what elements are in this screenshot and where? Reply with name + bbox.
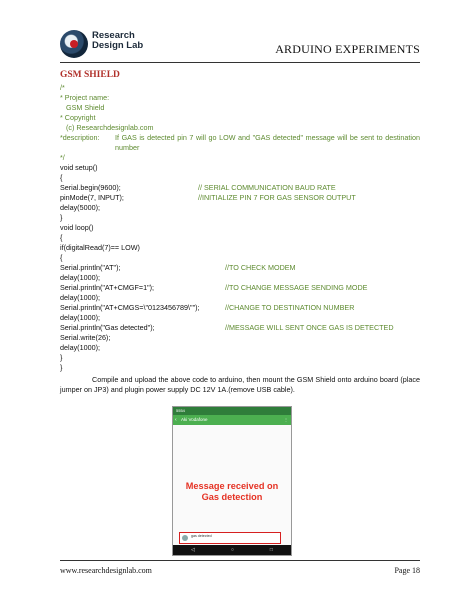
code-comment: //TO CHECK MODEM bbox=[225, 263, 296, 272]
code-text: Serial.println("AT"); bbox=[60, 263, 121, 272]
recents-nav-icon: □ bbox=[269, 547, 273, 553]
code-line bbox=[60, 263, 420, 273]
code-comment: //TO CHANGE MESSAGE SENDING MODE bbox=[225, 283, 368, 292]
code-line: delay(1000); bbox=[60, 313, 100, 322]
description-text: If GAS is detected pin 7 will go LOW and "GAS detected" message will be sent to destination number bbox=[115, 133, 420, 152]
header-title: ARDUINO EXPERIMENTS bbox=[275, 42, 420, 56]
code-comment: //MESSAGE WILL SENT ONCE GAS IS DETECTED bbox=[225, 323, 394, 332]
header-divider bbox=[60, 62, 420, 63]
footer-website: www.researchdesignlab.com bbox=[60, 566, 152, 575]
message-text: gas detected bbox=[191, 534, 212, 538]
phone-message-area bbox=[173, 425, 291, 547]
research-design-lab-logo bbox=[60, 28, 180, 62]
instructions-paragraph: Compile and upload the above code to arduino, then mount the GSM Shield onto arduino board (place jumper on JP3) and plugin power supply DC 12V 1A.(remove USB cable). bbox=[60, 375, 420, 394]
comment-line: * Project name: bbox=[60, 93, 110, 102]
code-line: void loop() bbox=[60, 223, 94, 232]
message-caption bbox=[173, 481, 291, 503]
highlighted-message bbox=[179, 532, 281, 544]
code-line: delay(1000); bbox=[60, 293, 100, 302]
phone-nav-bar bbox=[173, 545, 291, 555]
footer-page-number: Page 18 bbox=[394, 566, 420, 575]
code-line bbox=[60, 303, 420, 313]
code-text: Serial.println("Gas detected"); bbox=[60, 323, 155, 332]
code-line: delay(1000); bbox=[60, 343, 100, 352]
contact-avatar-icon bbox=[182, 535, 188, 541]
code-line: delay(5000); bbox=[60, 203, 100, 212]
back-arrow-icon: ‹ bbox=[175, 417, 177, 423]
code-line: } bbox=[60, 353, 63, 362]
code-line: void setup() bbox=[60, 163, 98, 172]
code-comment: // SERIAL COMMUNICATION BAUD RATE bbox=[198, 183, 336, 192]
phone-status-bar: 5554 bbox=[173, 407, 291, 415]
code-line: { bbox=[60, 233, 63, 242]
caption-line-2: Gas detection bbox=[201, 492, 263, 502]
comment-line: (c) Researchdesignlab.com bbox=[60, 123, 154, 132]
phone-app-title: Aki Vodafone bbox=[181, 417, 208, 422]
footer-divider bbox=[60, 560, 420, 561]
logo-text bbox=[92, 31, 143, 51]
code-line: if(digitalRead(7)== LOW) bbox=[60, 243, 140, 252]
phone-app-bar bbox=[173, 415, 291, 425]
caption-line-1: Message received on bbox=[185, 481, 279, 491]
code-line: { bbox=[60, 173, 63, 182]
page-header bbox=[60, 28, 420, 62]
code-line: { bbox=[60, 253, 63, 262]
code-text: Serial.println("AT+CMGF=1"); bbox=[60, 283, 155, 292]
page-content bbox=[60, 70, 420, 395]
code-line: delay(1000); bbox=[60, 273, 100, 282]
logo-line-1: Research bbox=[92, 30, 135, 41]
code-text: Serial.begin(9600); bbox=[60, 183, 121, 192]
code-text: Serial.println("AT+CMGS=\"0123456789\""); bbox=[60, 303, 200, 312]
description-label: *description: bbox=[60, 133, 100, 142]
comment-line: * Copyright bbox=[60, 113, 96, 122]
home-nav-icon: ○ bbox=[230, 547, 234, 553]
code-line bbox=[60, 193, 420, 203]
logo-emblem-icon bbox=[60, 30, 88, 58]
back-nav-icon: ◁ bbox=[191, 547, 195, 553]
logo-line-2: Design Lab bbox=[92, 40, 144, 51]
comment-line: GSM Shield bbox=[60, 103, 105, 112]
code-comment: //CHANGE TO DESTINATION NUMBER bbox=[225, 303, 355, 312]
phone-screenshot bbox=[172, 406, 292, 556]
code-line: Serial.write(26); bbox=[60, 333, 111, 342]
comment-line: */ bbox=[60, 153, 65, 162]
code-line: } bbox=[60, 213, 63, 222]
description-comment bbox=[60, 133, 420, 153]
comment-line: /* bbox=[60, 83, 65, 92]
code-text: pinMode(7, INPUT); bbox=[60, 193, 124, 202]
code-line: } bbox=[60, 363, 63, 372]
menu-icon: ⋮ bbox=[284, 417, 288, 422]
code-line bbox=[60, 323, 420, 333]
code-line bbox=[60, 183, 420, 193]
section-title: GSM SHIELD bbox=[60, 70, 120, 80]
code-line bbox=[60, 283, 420, 293]
code-comment: //INITIALIZE PIN 7 FOR GAS SENSOR OUTPUT bbox=[198, 193, 356, 202]
